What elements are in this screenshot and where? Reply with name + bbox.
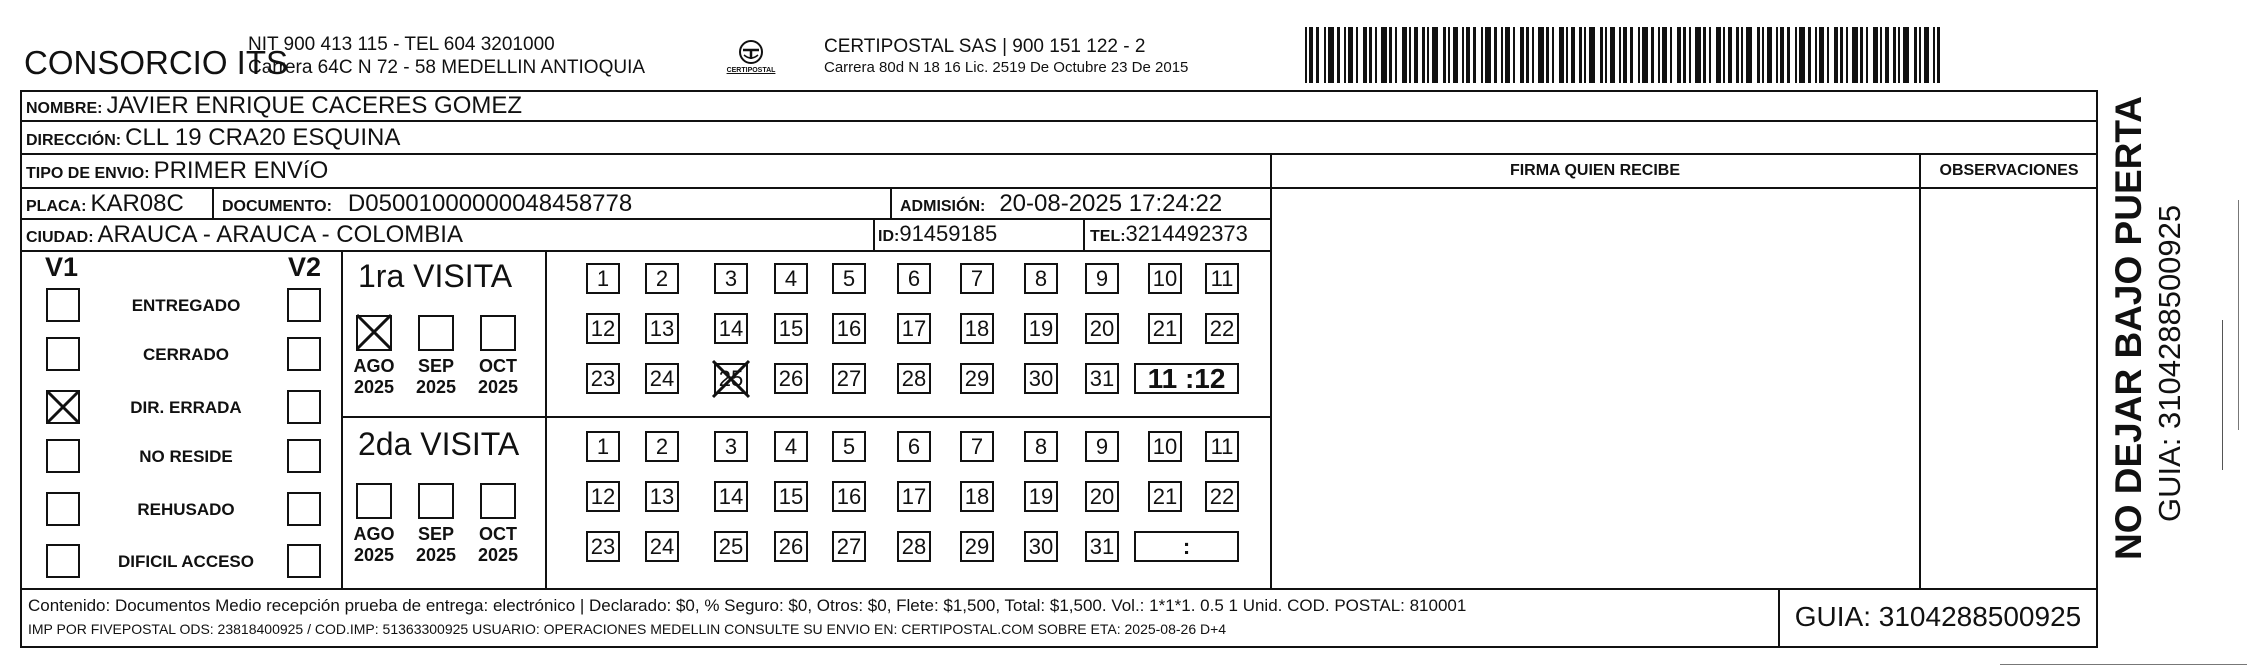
day-box[interactable]: 12 (586, 481, 620, 512)
day-box[interactable]: 30 (1024, 531, 1058, 562)
barcode-bar (1638, 27, 1640, 83)
barcode-bar (1369, 27, 1372, 83)
day-box[interactable]: 21 (1148, 481, 1182, 512)
barcode-bar (1443, 27, 1446, 83)
day-box[interactable]: 7 (960, 431, 994, 462)
barcode-bar (1919, 27, 1921, 83)
day-box[interactable]: 16 (832, 481, 866, 512)
license-line: Carrera 80d N 18 16 Lic. 2519 De Octubre 23 De 2015 (824, 59, 1189, 76)
barcode-bar (1538, 27, 1544, 83)
v1-checkbox[interactable] (46, 439, 80, 473)
barcode-bar (1494, 27, 1497, 83)
day-box[interactable]: 2 (645, 431, 679, 462)
day-box[interactable]: 20 (1085, 481, 1119, 512)
check-x-icon (46, 390, 80, 424)
company-address: Carrera 64C N 72 - 58 MEDELLIN ANTIOQUIA (248, 57, 646, 78)
barcode-bar (1466, 27, 1470, 83)
v2-checkbox[interactable] (287, 337, 321, 371)
barcode-bar (1860, 27, 1863, 83)
barcode-bar (1552, 27, 1554, 83)
day-box[interactable]: 23 (586, 531, 620, 562)
barcode-bar (1780, 27, 1784, 83)
barcode-bar (1305, 27, 1307, 83)
barcode-bar (1840, 27, 1843, 83)
side-warning: NO DEJAR BAJO PUERTA (2108, 96, 2149, 560)
day-box[interactable]: 9 (1085, 431, 1119, 462)
documento-label: DOCUMENTO: (222, 198, 332, 215)
barcode-bar (1728, 27, 1732, 83)
barcode-bar (1662, 27, 1667, 83)
barcode-bar (1933, 27, 1935, 83)
barcode-bar (1344, 27, 1346, 83)
month-label (348, 356, 400, 398)
day-box[interactable]: 20 (1085, 313, 1119, 344)
barcode-bar (1623, 27, 1627, 83)
status-option-label: REHUSADO (137, 500, 235, 519)
barcode-bar (1924, 27, 1929, 83)
tipo-row (26, 157, 328, 185)
day-box[interactable]: 25 (714, 531, 748, 562)
day-box[interactable]: 17 (897, 481, 931, 512)
logo-text: CERTIPOSTAL (726, 67, 776, 74)
tipo-label: TIPO DE ENVIO: (26, 165, 150, 182)
company-nit: NIT 900 413 115 - TEL 604 3201000 (248, 34, 555, 55)
barcode-bar (1462, 27, 1464, 83)
barcode-bar (1898, 27, 1900, 83)
admision-row (900, 190, 1222, 218)
day-box[interactable]: 8 (1024, 431, 1058, 462)
day-box[interactable]: 21 (1148, 313, 1182, 344)
certipostal-line: CERTIPOSTAL SAS | 900 151 122 - 2 (824, 36, 1146, 57)
status-option-label: DIR. ERRADA (130, 398, 242, 417)
day-box[interactable]: 18 (960, 313, 994, 344)
day-box[interactable]: 26 (774, 363, 808, 394)
barcode-bar (1670, 27, 1672, 83)
barcode-bar (1689, 27, 1691, 83)
nombre-label: NOMBRE: (26, 100, 103, 117)
barcode-bar (1799, 27, 1805, 83)
day-box[interactable]: 24 (645, 531, 679, 562)
barcode-bar (1746, 27, 1752, 83)
barcode-bar (1427, 27, 1429, 83)
barcode-bar (1381, 27, 1387, 83)
barcode-bar (1736, 27, 1739, 83)
barcode-bar (1485, 27, 1491, 83)
barcode-bar (1819, 27, 1824, 83)
status-option-label: ENTREGADO (131, 296, 241, 315)
v2-checkbox[interactable] (287, 288, 321, 322)
barcode (1305, 27, 1940, 83)
day-box[interactable]: 13 (645, 313, 679, 344)
placa-row (26, 190, 184, 218)
direccion-label: DIRECCIÓN: (26, 132, 122, 149)
barcode-bar (1448, 27, 1450, 83)
day-box[interactable]: 13 (645, 481, 679, 512)
observaciones-label: OBSERVACIONES (1939, 162, 2079, 179)
day-box[interactable]: 4 (774, 431, 808, 462)
day-box[interactable]: 31 (1085, 531, 1119, 562)
barcode-bar (1432, 27, 1438, 83)
barcode-bar (1787, 27, 1790, 83)
barcode-bar (1605, 27, 1607, 83)
barcode-bar (1903, 27, 1909, 83)
visit-time[interactable]: 11 :12 (1134, 363, 1239, 394)
barcode-bar (1757, 27, 1760, 83)
barcode-bar (1815, 27, 1817, 83)
direccion-row (26, 124, 400, 152)
barcode-bar (1885, 27, 1889, 83)
day-box[interactable]: 30 (1024, 363, 1058, 394)
barcode-bar (1584, 27, 1586, 83)
day-box[interactable]: 1 (586, 431, 620, 462)
day-box[interactable]: 10 (1148, 263, 1182, 294)
barcode-bar (1389, 27, 1392, 83)
day-box[interactable]: 7 (960, 263, 994, 294)
barcode-bar (1795, 27, 1797, 83)
barcode-bar (1402, 27, 1407, 83)
day-box[interactable]: 12 (586, 313, 620, 344)
barcode-bar (1873, 27, 1878, 83)
barcode-bar (1741, 27, 1743, 83)
barcode-bar (1852, 27, 1858, 83)
day-box[interactable]: 5 (832, 431, 866, 462)
barcode-bar (1579, 27, 1582, 83)
barcode-bar (1762, 27, 1764, 83)
month-name: OCT (479, 524, 517, 544)
visit-title: 1ra VISITA (358, 258, 513, 294)
v2-checkbox[interactable] (287, 439, 321, 473)
tel-label: TEL: (1090, 228, 1126, 245)
barcode-bar (1559, 27, 1564, 83)
barcode-bar (1914, 27, 1917, 83)
tipo-value: PRIMER ENVíO (153, 157, 329, 184)
day-box[interactable]: 24 (645, 363, 679, 394)
month-label (472, 524, 524, 566)
barcode-bar (1546, 27, 1549, 83)
id-row (878, 221, 997, 247)
barcode-bar (1630, 27, 1633, 83)
barcode-bar (1677, 27, 1681, 83)
month-year: 2025 (415, 545, 457, 565)
documento-value: D05001000000048458778 (347, 190, 633, 217)
admision-label: ADMISIÓN: (900, 198, 986, 215)
month-label (410, 524, 462, 566)
barcode-bar (1695, 27, 1701, 83)
barcode-bar (1566, 27, 1568, 83)
day-box[interactable]: 29 (960, 531, 994, 562)
day-box[interactable]: 14 (714, 481, 748, 512)
barcode-bar (1348, 27, 1353, 83)
day-box[interactable]: 28 (897, 531, 931, 562)
day-box[interactable]: 8 (1024, 263, 1058, 294)
day-box[interactable]: 4 (774, 263, 808, 294)
barcode-bar (1880, 27, 1882, 83)
month-name: AGO (353, 356, 395, 376)
month-checkbox[interactable] (356, 315, 392, 351)
barcode-bar (1846, 27, 1848, 83)
barcode-bar (1651, 27, 1654, 83)
month-year: 2025 (477, 545, 519, 565)
ciudad-row (26, 221, 463, 249)
day-box[interactable]: 31 (1085, 363, 1119, 394)
month-checkbox[interactable] (356, 483, 392, 519)
barcode-bar (1481, 27, 1483, 83)
barcode-bar (1709, 27, 1711, 83)
barcode-bar (1723, 27, 1725, 83)
barcode-bar (1337, 27, 1340, 83)
v1-label: V1 (45, 252, 79, 282)
barcode-bar (1589, 27, 1595, 83)
day-box[interactable]: 15 (774, 313, 808, 344)
v1-checkbox[interactable] (46, 544, 80, 578)
barcode-bar (1776, 27, 1778, 83)
month-year: 2025 (477, 377, 519, 397)
barcode-bar (1309, 27, 1313, 83)
barcode-bar (1375, 27, 1377, 83)
v2-label: V2 (288, 252, 322, 282)
month-checkbox[interactable] (480, 315, 516, 351)
placa-value: KAR08C (90, 190, 184, 217)
month-checkbox[interactable] (418, 315, 454, 351)
day-box[interactable]: 22 (1205, 313, 1239, 344)
company-name: CONSORCIO ITS (24, 44, 289, 81)
v1-checkbox[interactable] (46, 492, 80, 526)
id-value: 91459185 (899, 221, 998, 246)
day-box[interactable]: 11 (1205, 431, 1239, 462)
firma-label: FIRMA QUIEN RECIBE (1509, 162, 1681, 179)
day-box[interactable]: 3 (714, 263, 748, 294)
ciudad-label: CIUDAD: (26, 229, 94, 246)
day-box[interactable]: 10 (1148, 431, 1182, 462)
month-name: SEP (417, 524, 455, 544)
month-checkbox[interactable] (480, 483, 516, 519)
day-box[interactable]: 23 (586, 363, 620, 394)
barcode-bar (1600, 27, 1603, 83)
day-box[interactable]: 3 (714, 431, 748, 462)
barcode-bar (1642, 27, 1648, 83)
barcode-bar (1505, 27, 1510, 83)
day-box[interactable]: 6 (897, 431, 931, 462)
barcode-bar (1703, 27, 1706, 83)
barcode-bar (1716, 27, 1721, 83)
barcode-bar (1363, 27, 1367, 83)
day-box[interactable]: 18 (960, 481, 994, 512)
barcode-bar (1473, 27, 1476, 83)
documento-row (222, 190, 632, 218)
v2-checkbox[interactable] (287, 492, 321, 526)
day-box[interactable]: 6 (897, 263, 931, 294)
barcode-bar (1501, 27, 1503, 83)
barcode-bar (1827, 27, 1829, 83)
admision-value: 20-08-2025 17:24:22 (999, 190, 1223, 217)
day-box[interactable]: 28 (897, 363, 931, 394)
day-box[interactable]: 17 (897, 313, 931, 344)
barcode-bar (1866, 27, 1868, 83)
check-x-icon (711, 359, 751, 399)
month-name: OCT (479, 356, 517, 376)
barcode-bar (1316, 27, 1319, 83)
placa-label: PLACA: (26, 198, 87, 215)
ciudad-value: ARAUCA - ARAUCA - COLOMBIA (97, 221, 463, 248)
barcode-bar (1767, 27, 1772, 83)
barcode-bar (1422, 27, 1425, 83)
visit-time[interactable]: : (1134, 531, 1239, 562)
day-box[interactable]: 11 (1205, 263, 1239, 294)
month-year: 2025 (353, 377, 395, 397)
footer-contenido: Contenido: Documentos Medio recepción prueba de entrega: electrónico | Declarado: $0, % Seguro: $0, Otros: $0, Flete: $1,500, Total: $1,500. Vol.: 1*1*1. 0.5 1 Unid. COD. POSTAL: 810001 (28, 596, 1467, 615)
day-box[interactable]: 19 (1024, 313, 1058, 344)
barcode-bar (1834, 27, 1838, 83)
direccion-value: CLL 19 CRA20 ESQUINA (125, 124, 401, 151)
barcode-bar (1356, 27, 1358, 83)
nombre-row (26, 92, 522, 120)
status-option-label: CERRADO (143, 345, 229, 364)
footer-guia: GUIA: 3104288500925 (1794, 601, 2082, 632)
barcode-bar (1619, 27, 1621, 83)
day-box[interactable]: 2 (645, 263, 679, 294)
day-box[interactable]: 27 (832, 363, 866, 394)
day-box[interactable]: 1 (586, 263, 620, 294)
barcode-bar (1520, 27, 1524, 83)
day-box[interactable]: 14 (714, 313, 748, 344)
barcode-bar (1532, 27, 1534, 83)
v1-checkbox[interactable] (46, 288, 80, 322)
barcode-bar (1526, 27, 1529, 83)
day-box[interactable]: 25 (714, 363, 748, 394)
barcode-bar (1683, 27, 1686, 83)
barcode-bar (1937, 27, 1940, 83)
barcode-bar (1610, 27, 1615, 83)
day-box[interactable]: 15 (774, 481, 808, 512)
month-year: 2025 (353, 545, 395, 565)
barcode-bar (1395, 27, 1397, 83)
day-box[interactable]: 22 (1205, 481, 1239, 512)
month-name: AGO (353, 524, 395, 544)
barcode-bar (1513, 27, 1515, 83)
barcode-bar (1328, 27, 1334, 83)
barcode-bar (1409, 27, 1411, 83)
day-box[interactable]: 26 (774, 531, 808, 562)
check-x-icon (355, 313, 393, 351)
month-year: 2025 (415, 377, 457, 397)
month-name: SEP (417, 356, 455, 376)
v2-checkbox[interactable] (287, 544, 321, 578)
day-box[interactable]: 27 (832, 531, 866, 562)
barcode-bar (1414, 27, 1418, 83)
nombre-value: JAVIER ENRIQUE CACERES GOMEZ (106, 92, 523, 119)
barcode-bar (1808, 27, 1811, 83)
barcode-bar (1453, 27, 1458, 83)
day-box[interactable]: 9 (1085, 263, 1119, 294)
tel-row (1090, 221, 1248, 247)
month-label (348, 524, 400, 566)
barcode-bar (1324, 27, 1326, 83)
status-option-label: NO RESIDE (139, 447, 233, 466)
barcode-bar (1893, 27, 1896, 83)
month-label (410, 356, 462, 398)
month-checkbox[interactable] (418, 483, 454, 519)
v2-checkbox[interactable] (287, 390, 321, 424)
barcode-bar (1658, 27, 1660, 83)
status-option-label: DIFICIL ACCESO (117, 552, 254, 571)
visit-title: 2da VISITA (358, 426, 520, 462)
day-box[interactable]: 19 (1024, 481, 1058, 512)
day-box[interactable]: 16 (832, 313, 866, 344)
v1-checkbox[interactable] (46, 390, 80, 424)
month-label (472, 356, 524, 398)
id-label: ID: (878, 228, 900, 245)
certipostal-logo (722, 36, 780, 84)
side-guia: GUIA: 3104288500925 (2152, 204, 2187, 522)
day-box[interactable]: 29 (960, 363, 994, 394)
tel-value: 3214492373 (1125, 221, 1248, 246)
v1-checkbox[interactable] (46, 337, 80, 371)
barcode-bar (1571, 27, 1575, 83)
day-box[interactable]: 5 (832, 263, 866, 294)
footer-imp: IMP POR FIVEPOSTAL ODS: 23818400925 / COD.IMP: 51363300925 USUARIO: OPERACIONES MEDELLIN CONSULTE SU ENVIO EN: CERTIPOSTAL.COM SOBRE ETA: 2025-08-26 D+4 (28, 621, 1227, 637)
